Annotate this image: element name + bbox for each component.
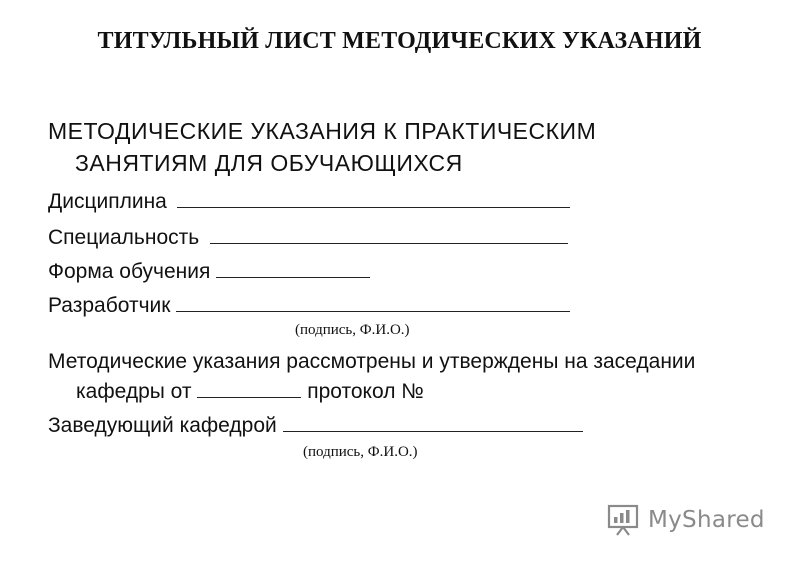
approval-line-2 [76, 379, 424, 404]
heading-line-2: ЗАНЯТИЯМ ДЛЯ ОБУЧАЮЩИХСЯ [75, 150, 463, 176]
field-specialty [48, 225, 568, 250]
specialty-blank [210, 225, 568, 244]
approval-suffix: протокол № [307, 380, 424, 403]
heading-line-1: МЕТОДИЧЕСКИЕ УКАЗАНИЯ К ПРАКТИЧЕСКИМ [48, 118, 597, 144]
field-discipline [48, 189, 570, 214]
study-form-blank [216, 259, 370, 278]
field-discipline-label: Дисциплина [48, 190, 167, 213]
head-of-department-blank [283, 413, 583, 432]
head-of-department-field [48, 413, 583, 438]
head-signature-caption: (подпись, Ф.И.О.) [303, 444, 418, 460]
field-developer-label: Разработчик [48, 294, 171, 317]
head-of-department-label: Заведующий кафедрой [48, 414, 277, 437]
developer-signature-caption: (подпись, Ф.И.О.) [295, 322, 410, 338]
presentation-board-icon [606, 503, 640, 537]
developer-blank [176, 293, 570, 312]
approval-date-blank [197, 379, 301, 398]
myshared-logo [606, 500, 765, 540]
field-developer [48, 293, 570, 318]
approval-line-1: Методические указания рассмотрены и утверждены на заседании [48, 350, 696, 373]
field-specialty-label: Специальность [48, 226, 200, 249]
page-title: ТИТУЛЬНЫЙ ЛИСТ МЕТОДИЧЕСКИХ УКАЗАНИЙ [97, 28, 702, 54]
discipline-blank [177, 189, 570, 208]
field-study-form-label: Форма обучения [48, 260, 211, 283]
field-study-form [48, 259, 370, 284]
approval-prefix: кафедры от [76, 380, 192, 403]
myshared-logo-text: MyShared [648, 507, 765, 533]
